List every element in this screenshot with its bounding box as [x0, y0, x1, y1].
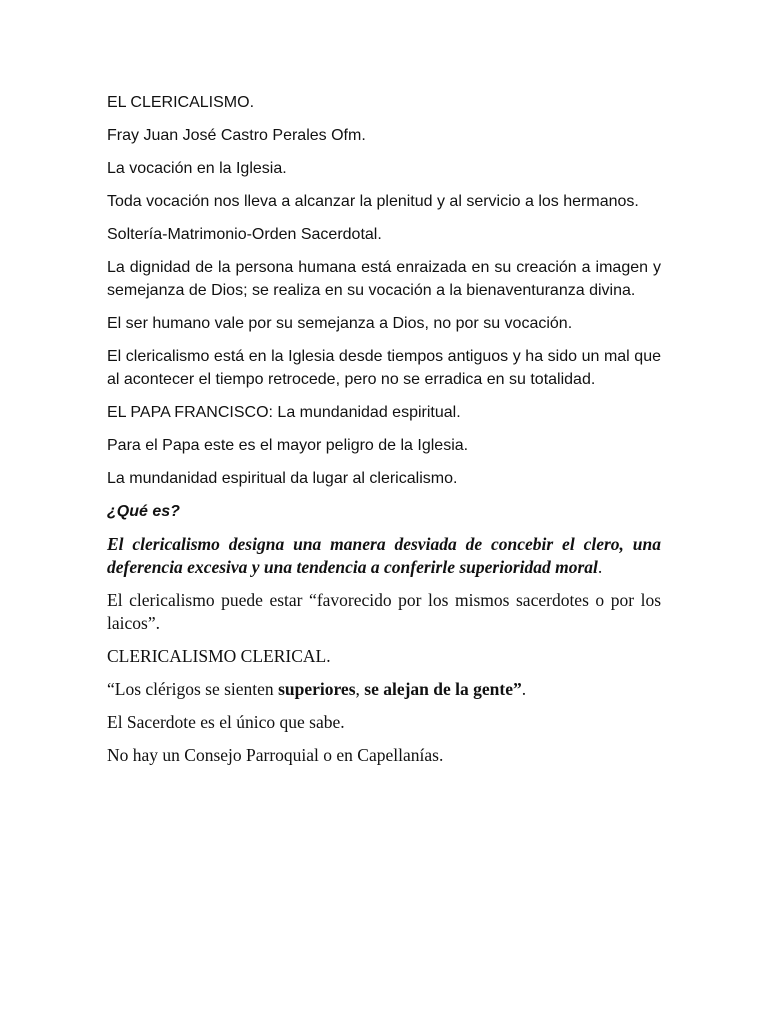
document-author: Fray Juan José Castro Perales Ofm. [107, 127, 366, 144]
paragraph-mayor-peligro: Para el Papa este es el mayor peligro de la Iglesia. [107, 437, 469, 454]
paragraph-consejo: No hay un Consejo Parroquial o en Capellanías. [107, 745, 444, 765]
paragraph-favorecido: El clericalismo puede estar “favorecido por los mismos sacerdotes o por los laicos”. [107, 590, 661, 633]
heading-clericalismo-clerical: CLERICALISMO CLERICAL. [107, 646, 331, 666]
paragraph-ser-humano: El ser humano vale por su semejanza a Dios, no por su vocación. [107, 315, 573, 332]
paragraph-definition [107, 533, 661, 579]
definition-text: El clericalismo designa una manera desviada de concebir el clero, una deferencia excesiva y una tendencia a conferirle superioridad moral [107, 534, 661, 577]
document-page [107, 91, 661, 777]
definition-period: . [597, 557, 603, 577]
paragraph-solteria: Soltería-Matrimonio-Orden Sacerdotal. [107, 226, 382, 243]
paragraph-mundanidad: La mundanidad espiritual da lugar al clericalismo. [107, 470, 458, 487]
quote-period: . [521, 679, 527, 699]
quote-bold-superiores: superiores [278, 679, 356, 699]
paragraph-sacerdote: El Sacerdote es el único que sabe. [107, 712, 345, 732]
quote-text-2: , [355, 679, 365, 699]
paragraph-papa-francisco: EL PAPA FRANCISCO: La mundanidad espiritual. [107, 404, 461, 421]
paragraph-quote-clerigos [107, 678, 661, 701]
quote-bold-alejan: se alejan de la gente” [364, 679, 522, 699]
paragraph-toda-vocacion: Toda vocación nos lleva a alcanzar la plenitud y al servicio a los hermanos. [107, 193, 639, 210]
paragraph-dignidad: La dignidad de la persona humana está enraizada en su creación a imagen y semejanza de Dios; se realiza en su vocación a la bienaventuranza divina. [107, 259, 661, 299]
document-title: EL CLERICALISMO. [107, 94, 255, 111]
section-vocacion: La vocación en la Iglesia. [107, 160, 287, 177]
quote-text-1: “Los clérigos se sienten [107, 679, 279, 699]
question-heading: ¿Qué es? [107, 503, 180, 520]
paragraph-clericalismo-iglesia: El clericalismo está en la Iglesia desde tiempos antiguos y ha sido un mal que al acontecer el tiempo retrocede, pero no se erradica en su totalidad. [107, 348, 661, 388]
